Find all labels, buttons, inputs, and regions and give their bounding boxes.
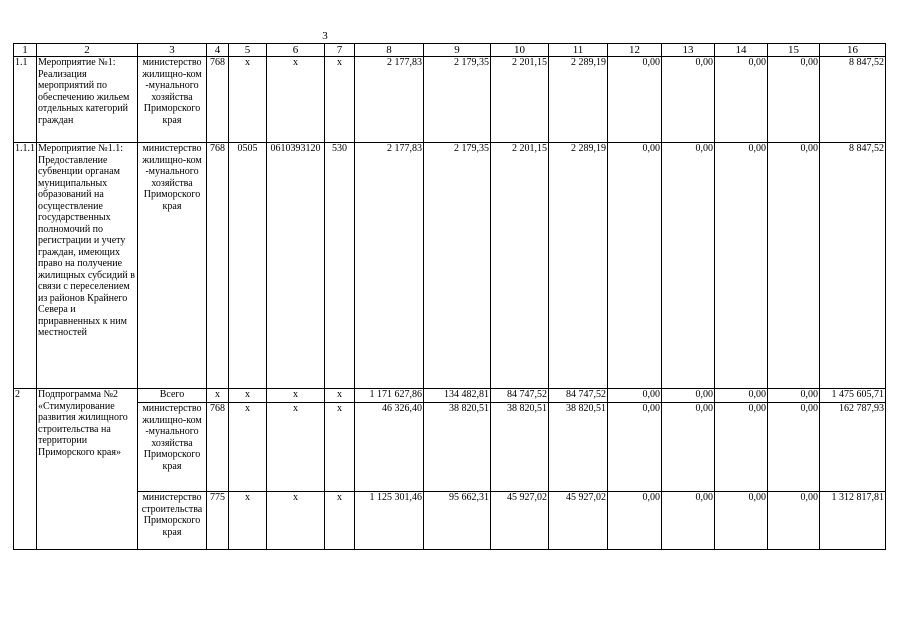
responsible-executor: министерство жилищно-ком -мунального хозяйства Приморского края	[138, 143, 207, 389]
header-cell: 6	[267, 44, 325, 57]
amount-cell: 0,00	[715, 57, 768, 143]
total-cell: 1 312 817,81	[820, 492, 886, 550]
budget-table	[13, 43, 886, 550]
amount-cell: 95 662,31	[424, 492, 491, 550]
section-code: х	[229, 492, 267, 550]
section-code: х	[229, 57, 267, 143]
grbs-code: 768	[207, 143, 229, 389]
amount-cell: 0,00	[608, 389, 662, 403]
expense-type-code: х	[325, 389, 355, 403]
header-cell: 2	[37, 44, 138, 57]
amount-cell: 45 927,02	[491, 492, 549, 550]
amount-cell: 2 289,19	[549, 143, 608, 389]
amount-cell: 2 177,83	[355, 57, 424, 143]
expense-type-code: 530	[325, 143, 355, 389]
section-code: х	[229, 403, 267, 492]
amount-cell: 2 201,15	[491, 143, 549, 389]
expense-type-code: х	[325, 492, 355, 550]
header-cell: 8	[355, 44, 424, 57]
amount-cell: 38 820,51	[549, 403, 608, 492]
amount-cell: 0,00	[768, 403, 820, 492]
item-title: Подпрограмма №2 «Стимулирование развития жилищного строительства на территории Приморского края»	[37, 389, 138, 550]
item-number: 1.1	[14, 57, 37, 143]
amount-cell: 0,00	[768, 143, 820, 389]
amount-cell: 0,00	[608, 57, 662, 143]
amount-cell: 2 177,83	[355, 143, 424, 389]
header-cell: 14	[715, 44, 768, 57]
item-title: Мероприятие №1: Реализация мероприятий по обеспечению жильем отдельных категорий граждан	[37, 57, 138, 143]
header-cell: 1	[14, 44, 37, 57]
page-number: 3	[322, 30, 328, 42]
grbs-code: 775	[207, 492, 229, 550]
header-cell: 10	[491, 44, 549, 57]
amount-cell: 2 179,35	[424, 143, 491, 389]
total-cell: 8 847,52	[820, 57, 886, 143]
amount-cell: 38 820,51	[491, 403, 549, 492]
header-cell: 15	[768, 44, 820, 57]
grbs-code: х	[207, 389, 229, 403]
amount-cell: 84 747,52	[549, 389, 608, 403]
table-row	[14, 143, 886, 389]
header-cell: 4	[207, 44, 229, 57]
amount-cell: 0,00	[715, 403, 768, 492]
section-code: 0505	[229, 143, 267, 389]
expense-type-code: х	[325, 403, 355, 492]
header-cell: 9	[424, 44, 491, 57]
header-cell: 12	[608, 44, 662, 57]
header-cell: 3	[138, 44, 207, 57]
table-row	[14, 57, 886, 143]
expense-type-code: х	[325, 57, 355, 143]
header-cell: 7	[325, 44, 355, 57]
column-number-row	[14, 44, 886, 57]
amount-cell: 0,00	[715, 143, 768, 389]
amount-cell: 0,00	[662, 492, 715, 550]
target-article-code: х	[267, 403, 325, 492]
amount-cell: 0,00	[768, 492, 820, 550]
amount-cell: 0,00	[662, 57, 715, 143]
header-cell: 5	[229, 44, 267, 57]
amount-cell: 0,00	[608, 492, 662, 550]
responsible-executor: министерство жилищно-ком -мунального хозяйства Приморского края	[138, 57, 207, 143]
amount-cell: 84 747,52	[491, 389, 549, 403]
section-code: х	[229, 389, 267, 403]
total-cell: 162 787,93	[820, 403, 886, 492]
grbs-code: 768	[207, 403, 229, 492]
amount-cell: 2 201,15	[491, 57, 549, 143]
amount-cell: 45 927,02	[549, 492, 608, 550]
amount-cell: 0,00	[662, 403, 715, 492]
amount-cell: 134 482,81	[424, 389, 491, 403]
amount-cell: 0,00	[768, 57, 820, 143]
amount-cell: 0,00	[715, 492, 768, 550]
responsible-executor: Всего	[138, 389, 207, 403]
amount-cell: 0,00	[768, 389, 820, 403]
target-article-code: х	[267, 389, 325, 403]
responsible-executor: министерство строительства Приморского края	[138, 492, 207, 550]
header-cell: 11	[549, 44, 608, 57]
amount-cell: 0,00	[662, 143, 715, 389]
table-row	[14, 389, 886, 403]
target-article-code: х	[267, 57, 325, 143]
amount-cell: 2 179,35	[424, 57, 491, 143]
amount-cell: 1 171 627,86	[355, 389, 424, 403]
total-cell: 8 847,52	[820, 143, 886, 389]
target-article-code: 0610393120	[267, 143, 325, 389]
table-row	[14, 492, 886, 550]
header-cell: 13	[662, 44, 715, 57]
target-article-code: х	[267, 492, 325, 550]
amount-cell: 46 326,40	[355, 403, 424, 492]
amount-cell: 0,00	[608, 143, 662, 389]
amount-cell: 0,00	[608, 403, 662, 492]
amount-cell: 2 289,19	[549, 57, 608, 143]
item-title: Мероприятие №1.1: Предоставление субвенции органам муниципальных образований на осуществление государственных полномочий по регистрации и учету граждан, имеющих право на получение жилищных субсидий в связи с переселением из районов Крайнего Севера и приравненных к ним местностей	[37, 143, 138, 389]
amount-cell: 38 820,51	[424, 403, 491, 492]
amount-cell: 1 125 301,46	[355, 492, 424, 550]
responsible-executor: министерство жилищно-ком -мунального хозяйства Приморского края	[138, 403, 207, 492]
item-number: 1.1.1	[14, 143, 37, 389]
header-cell: 16	[820, 44, 886, 57]
amount-cell: 0,00	[715, 389, 768, 403]
total-cell: 1 475 605,71	[820, 389, 886, 403]
amount-cell: 0,00	[662, 389, 715, 403]
item-number: 2	[14, 389, 37, 550]
table-row	[14, 403, 886, 492]
grbs-code: 768	[207, 57, 229, 143]
